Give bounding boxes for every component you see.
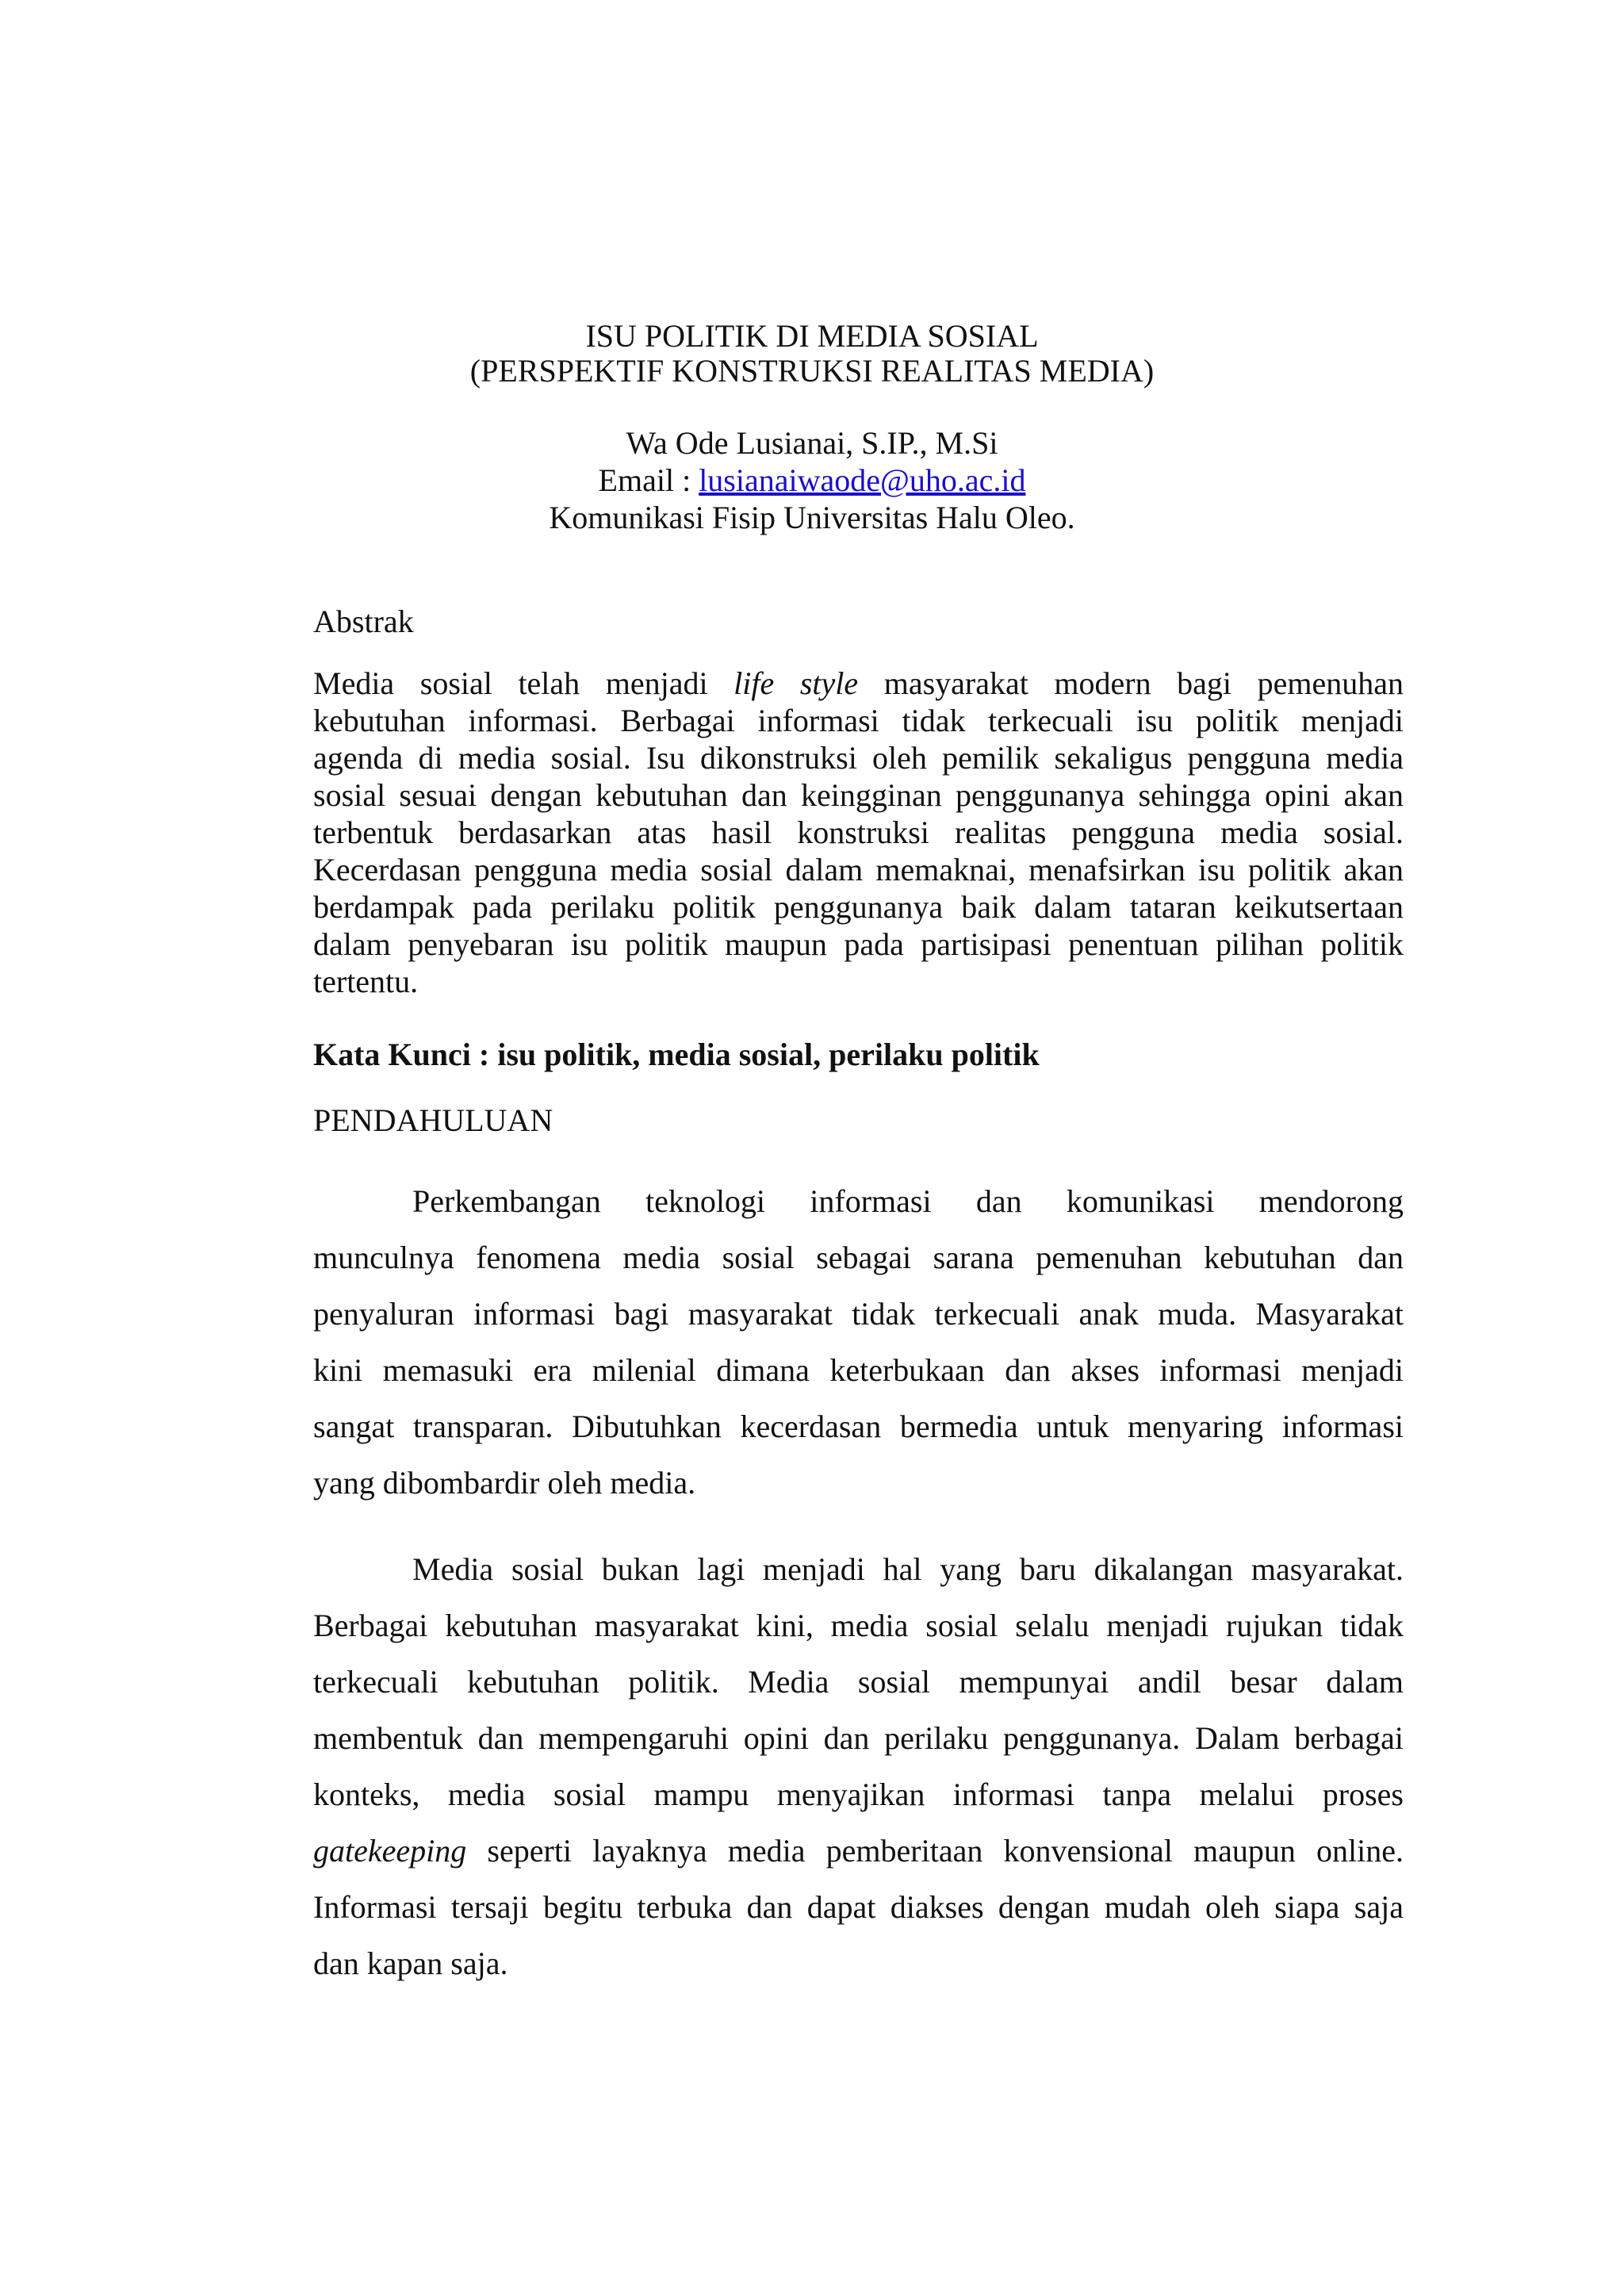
abstract-line: Media sosial telah menjadi life style masyarakat modern bagi pemenuhan — [313, 665, 1404, 701]
paragraph-line: Berbagai kebutuhan masyarakat kini, media sosial selalu menjadi rujukan tidak — [313, 1608, 1404, 1643]
abstract-body — [313, 665, 1404, 1000]
paragraph-line: gatekeeping seperti layaknya media pemberitaan konvensional maupun online. — [313, 1833, 1404, 1869]
author-affiliation: Komunikasi Fisip Universitas Halu Oleo. — [549, 500, 1075, 535]
abstract-heading: Abstrak — [313, 604, 414, 639]
author-email-line — [0, 460, 1624, 501]
keywords: Kata Kunci : isu politik, media sosial, perilaku politik — [313, 1037, 1040, 1072]
italic-term: life style — [733, 665, 859, 701]
abstract-line: sosial sesuai dengan kebutuhan dan keingginan penggunanya sehingga opini akan — [313, 777, 1404, 813]
abstract-line: terbentuk berdasarkan atas hasil konstruksi realitas pengguna media sosial. — [313, 815, 1404, 850]
abstract-line: kebutuhan informasi. Berbagai informasi tidak terkecuali isu politik menjadi — [313, 703, 1404, 738]
abstract-line: berdampak pada perilaku politik penggunanya baik dalam tataran keikutsertaan — [313, 889, 1404, 925]
paragraph-line: dan kapan saja. — [313, 1945, 508, 1981]
paragraph-1 — [313, 1173, 1404, 1511]
author-name: Wa Ode Lusianai, S.IP., M.Si — [626, 425, 998, 461]
paragraph-line: terkecuali kebutuhan politik. Media sosial mempunyai andil besar dalam — [313, 1664, 1404, 1700]
paragraph-line: Perkembangan teknologi informasi dan komunikasi mendorong — [412, 1183, 1404, 1219]
paragraph-line: munculnya fenomena media sosial sebagai sarana pemenuhan kebutuhan dan — [313, 1240, 1404, 1275]
abstract-line: Kecerdasan pengguna media sosial dalam memaknai, menafsirkan isu politik akan — [313, 852, 1404, 887]
paragraph-line: membentuk dan mempengaruhi opini dan perilaku penggunanya. Dalam berbagai — [313, 1720, 1404, 1756]
paragraph-line: kini memasuki era milenial dimana keterbukaan dan akses informasi menjadi — [313, 1352, 1404, 1388]
section-heading-pendahuluan: PENDAHULUAN — [313, 1102, 553, 1138]
abstract-line: dalam penyebaran isu politik maupun pada partisipasi penentuan pilihan politik — [313, 926, 1404, 962]
email-link[interactable]: lusianaiwaode@uho.ac.id — [699, 462, 1026, 498]
italic-term: gatekeeping — [313, 1833, 467, 1869]
paragraph-line: yang dibombardir oleh media. — [313, 1465, 696, 1501]
email-label: Email : — [598, 462, 699, 498]
paragraph-line: Informasi tersaji begitu terbuka dan dapat diakses dengan mudah oleh siapa saja — [313, 1889, 1404, 1925]
abstract-line: tertentu. — [313, 964, 419, 999]
paragraph-line: penyaluran informasi bagi masyarakat tidak terkecuali anak muda. Masyarakat — [313, 1296, 1404, 1332]
abstract-line: agenda di media sosial. Isu dikonstruksi oleh pemilik sekaligus pengguna media — [313, 740, 1404, 776]
paragraph-2 — [313, 1541, 1404, 1991]
title-line-2: (PERSPEKTIF KONSTRUKSI REALITAS MEDIA) — [469, 353, 1155, 389]
paragraph-line: Media sosial bukan lagi menjadi hal yang baru dikalangan masyarakat. — [412, 1551, 1404, 1587]
title-line-1: ISU POLITIK DI MEDIA SOSIAL — [585, 318, 1039, 354]
paragraph-line: sangat transparan. Dibutuhkan kecerdasan bermedia untuk menyaring informasi — [313, 1409, 1404, 1444]
paragraph-line: konteks, media sosial mampu menyajikan informasi tanpa melalui proses — [313, 1777, 1404, 1812]
